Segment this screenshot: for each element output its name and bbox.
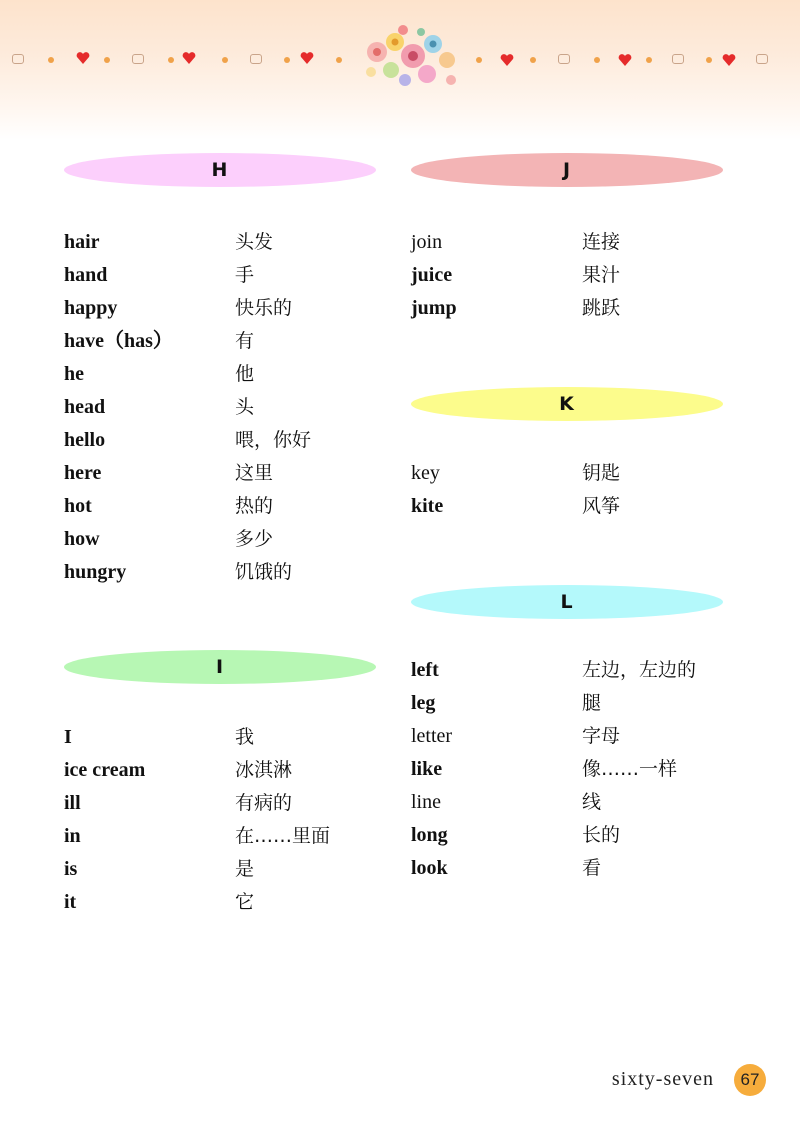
- english-word: line: [411, 791, 441, 813]
- list-item: [64, 754, 384, 787]
- english-word: here: [64, 462, 102, 484]
- chinese-meaning: 线: [582, 791, 602, 813]
- chinese-meaning: 它: [235, 891, 255, 913]
- english-word: ill: [64, 792, 81, 814]
- english-word: long: [411, 824, 448, 846]
- english-word: hungry: [64, 561, 127, 583]
- list-item: [411, 259, 731, 292]
- heart-icon: [300, 52, 314, 64]
- english-word: like: [411, 758, 443, 780]
- chinese-meaning: 手: [235, 264, 255, 286]
- chinese-meaning: 在……里面: [235, 825, 331, 847]
- english-word: look: [411, 857, 448, 879]
- english-word: kite: [411, 495, 444, 517]
- english-word: I: [64, 726, 72, 748]
- list-item: [64, 523, 384, 556]
- list-item: [411, 490, 731, 523]
- list-item: [64, 556, 384, 589]
- dot-icon: [336, 57, 342, 63]
- word-list-i: [64, 721, 384, 919]
- heart-icon: [618, 54, 632, 66]
- dot-icon: [104, 57, 110, 63]
- chinese-meaning: 长的: [582, 824, 621, 846]
- list-item: [64, 853, 384, 886]
- dot-icon: [476, 57, 482, 63]
- chinese-meaning: 看: [582, 857, 602, 879]
- word-list-h: [64, 226, 384, 589]
- english-word: letter: [411, 725, 453, 747]
- english-word: happy: [64, 297, 118, 319]
- page-number-word: sixty-seven: [611, 1068, 714, 1090]
- chinese-meaning: 有: [235, 330, 255, 352]
- list-item: [411, 852, 731, 885]
- chinese-meaning: 风筝: [582, 495, 621, 517]
- chinese-meaning: 喂，你好: [235, 429, 312, 451]
- gift-icon: [250, 54, 262, 64]
- list-item: [411, 292, 731, 325]
- heart-icon: [182, 52, 196, 64]
- chinese-meaning: 饥饿的: [235, 561, 293, 583]
- word-list-l: [411, 654, 731, 885]
- list-item: [411, 720, 731, 753]
- chinese-meaning: 快乐的: [235, 297, 293, 319]
- section-letter-j: J: [562, 159, 572, 181]
- english-word: hand: [64, 264, 108, 286]
- heart-icon: [76, 52, 90, 64]
- dot-icon: [168, 57, 174, 63]
- chinese-meaning: 像……一样: [582, 758, 678, 780]
- english-word: it: [64, 891, 77, 913]
- gift-icon: [756, 54, 768, 64]
- english-word: key: [411, 462, 440, 484]
- chinese-meaning: 有病的: [235, 792, 293, 814]
- english-word: hello: [64, 429, 106, 451]
- list-item: [64, 820, 384, 853]
- english-word: is: [64, 858, 78, 880]
- list-item: [64, 358, 384, 391]
- list-item: [64, 787, 384, 820]
- list-item: [64, 886, 384, 919]
- english-word: juice: [411, 264, 453, 286]
- gift-icon: [672, 54, 684, 64]
- chinese-meaning: 左边，左边的: [582, 659, 697, 681]
- chinese-meaning: 这里: [235, 462, 274, 484]
- chinese-meaning: 是: [235, 858, 255, 880]
- list-item: [64, 391, 384, 424]
- list-item: [411, 753, 731, 786]
- section-letter-i: I: [215, 656, 225, 678]
- chinese-meaning: 热的: [235, 495, 274, 517]
- page-number-badge: 67: [734, 1064, 766, 1096]
- english-word: ice cream: [64, 759, 146, 781]
- dot-icon: [222, 57, 228, 63]
- chinese-meaning: 果汁: [582, 264, 621, 286]
- list-item: [64, 424, 384, 457]
- heart-icon: [500, 54, 514, 66]
- english-word: left: [411, 659, 439, 681]
- word-list-k: [411, 457, 731, 523]
- chinese-meaning: 冰淇淋: [235, 759, 293, 781]
- chinese-meaning: 腿: [582, 692, 602, 714]
- gift-icon: [558, 54, 570, 64]
- english-word: hot: [64, 495, 92, 517]
- list-item: [411, 226, 731, 259]
- list-item: [64, 490, 384, 523]
- section-header-h: [64, 153, 376, 187]
- section-header-l: [411, 585, 723, 619]
- english-word: join: [411, 231, 443, 253]
- section-header-j: [411, 153, 723, 187]
- english-word: head: [64, 396, 106, 418]
- dot-icon: [646, 57, 652, 63]
- chinese-meaning: 他: [235, 363, 255, 385]
- dot-icon: [48, 57, 54, 63]
- gift-icon: [12, 54, 24, 64]
- section-letter-l: L: [560, 591, 574, 613]
- dot-icon: [530, 57, 536, 63]
- dot-icon: [594, 57, 600, 63]
- english-word: have（has）: [64, 330, 173, 352]
- list-item: [64, 721, 384, 754]
- list-item: [64, 226, 384, 259]
- chinese-meaning: 跳跃: [582, 297, 621, 319]
- section-letter-h: H: [211, 159, 229, 181]
- chinese-meaning: 我: [235, 726, 255, 748]
- english-word: how: [64, 528, 100, 550]
- dot-icon: [706, 57, 712, 63]
- section-header-i: [64, 650, 376, 684]
- list-item: [411, 654, 731, 687]
- chinese-meaning: 多少: [235, 528, 274, 550]
- dot-icon: [284, 57, 290, 63]
- chinese-meaning: 字母: [582, 725, 621, 747]
- english-word: in: [64, 825, 81, 847]
- list-item: [411, 786, 731, 819]
- list-item: [64, 325, 384, 358]
- list-item: [64, 457, 384, 490]
- list-item: [64, 292, 384, 325]
- chinese-meaning: 头发: [235, 231, 274, 253]
- chinese-meaning: 钥匙: [582, 462, 621, 484]
- header-decoration: [0, 0, 800, 140]
- gift-icon: [132, 54, 144, 64]
- heart-icon: [722, 54, 736, 66]
- flower-bouquet-icon: [355, 22, 465, 90]
- list-item: [411, 687, 731, 720]
- english-word: leg: [411, 692, 436, 714]
- list-item: [411, 819, 731, 852]
- list-item: [64, 259, 384, 292]
- chinese-meaning: 头: [235, 396, 255, 418]
- section-header-k: [411, 387, 723, 421]
- chinese-meaning: 连接: [582, 231, 621, 253]
- english-word: jump: [411, 297, 457, 319]
- section-letter-k: K: [559, 393, 575, 415]
- english-word: he: [64, 363, 84, 385]
- list-item: [411, 457, 731, 490]
- english-word: hair: [64, 231, 100, 253]
- word-list-j: [411, 226, 731, 325]
